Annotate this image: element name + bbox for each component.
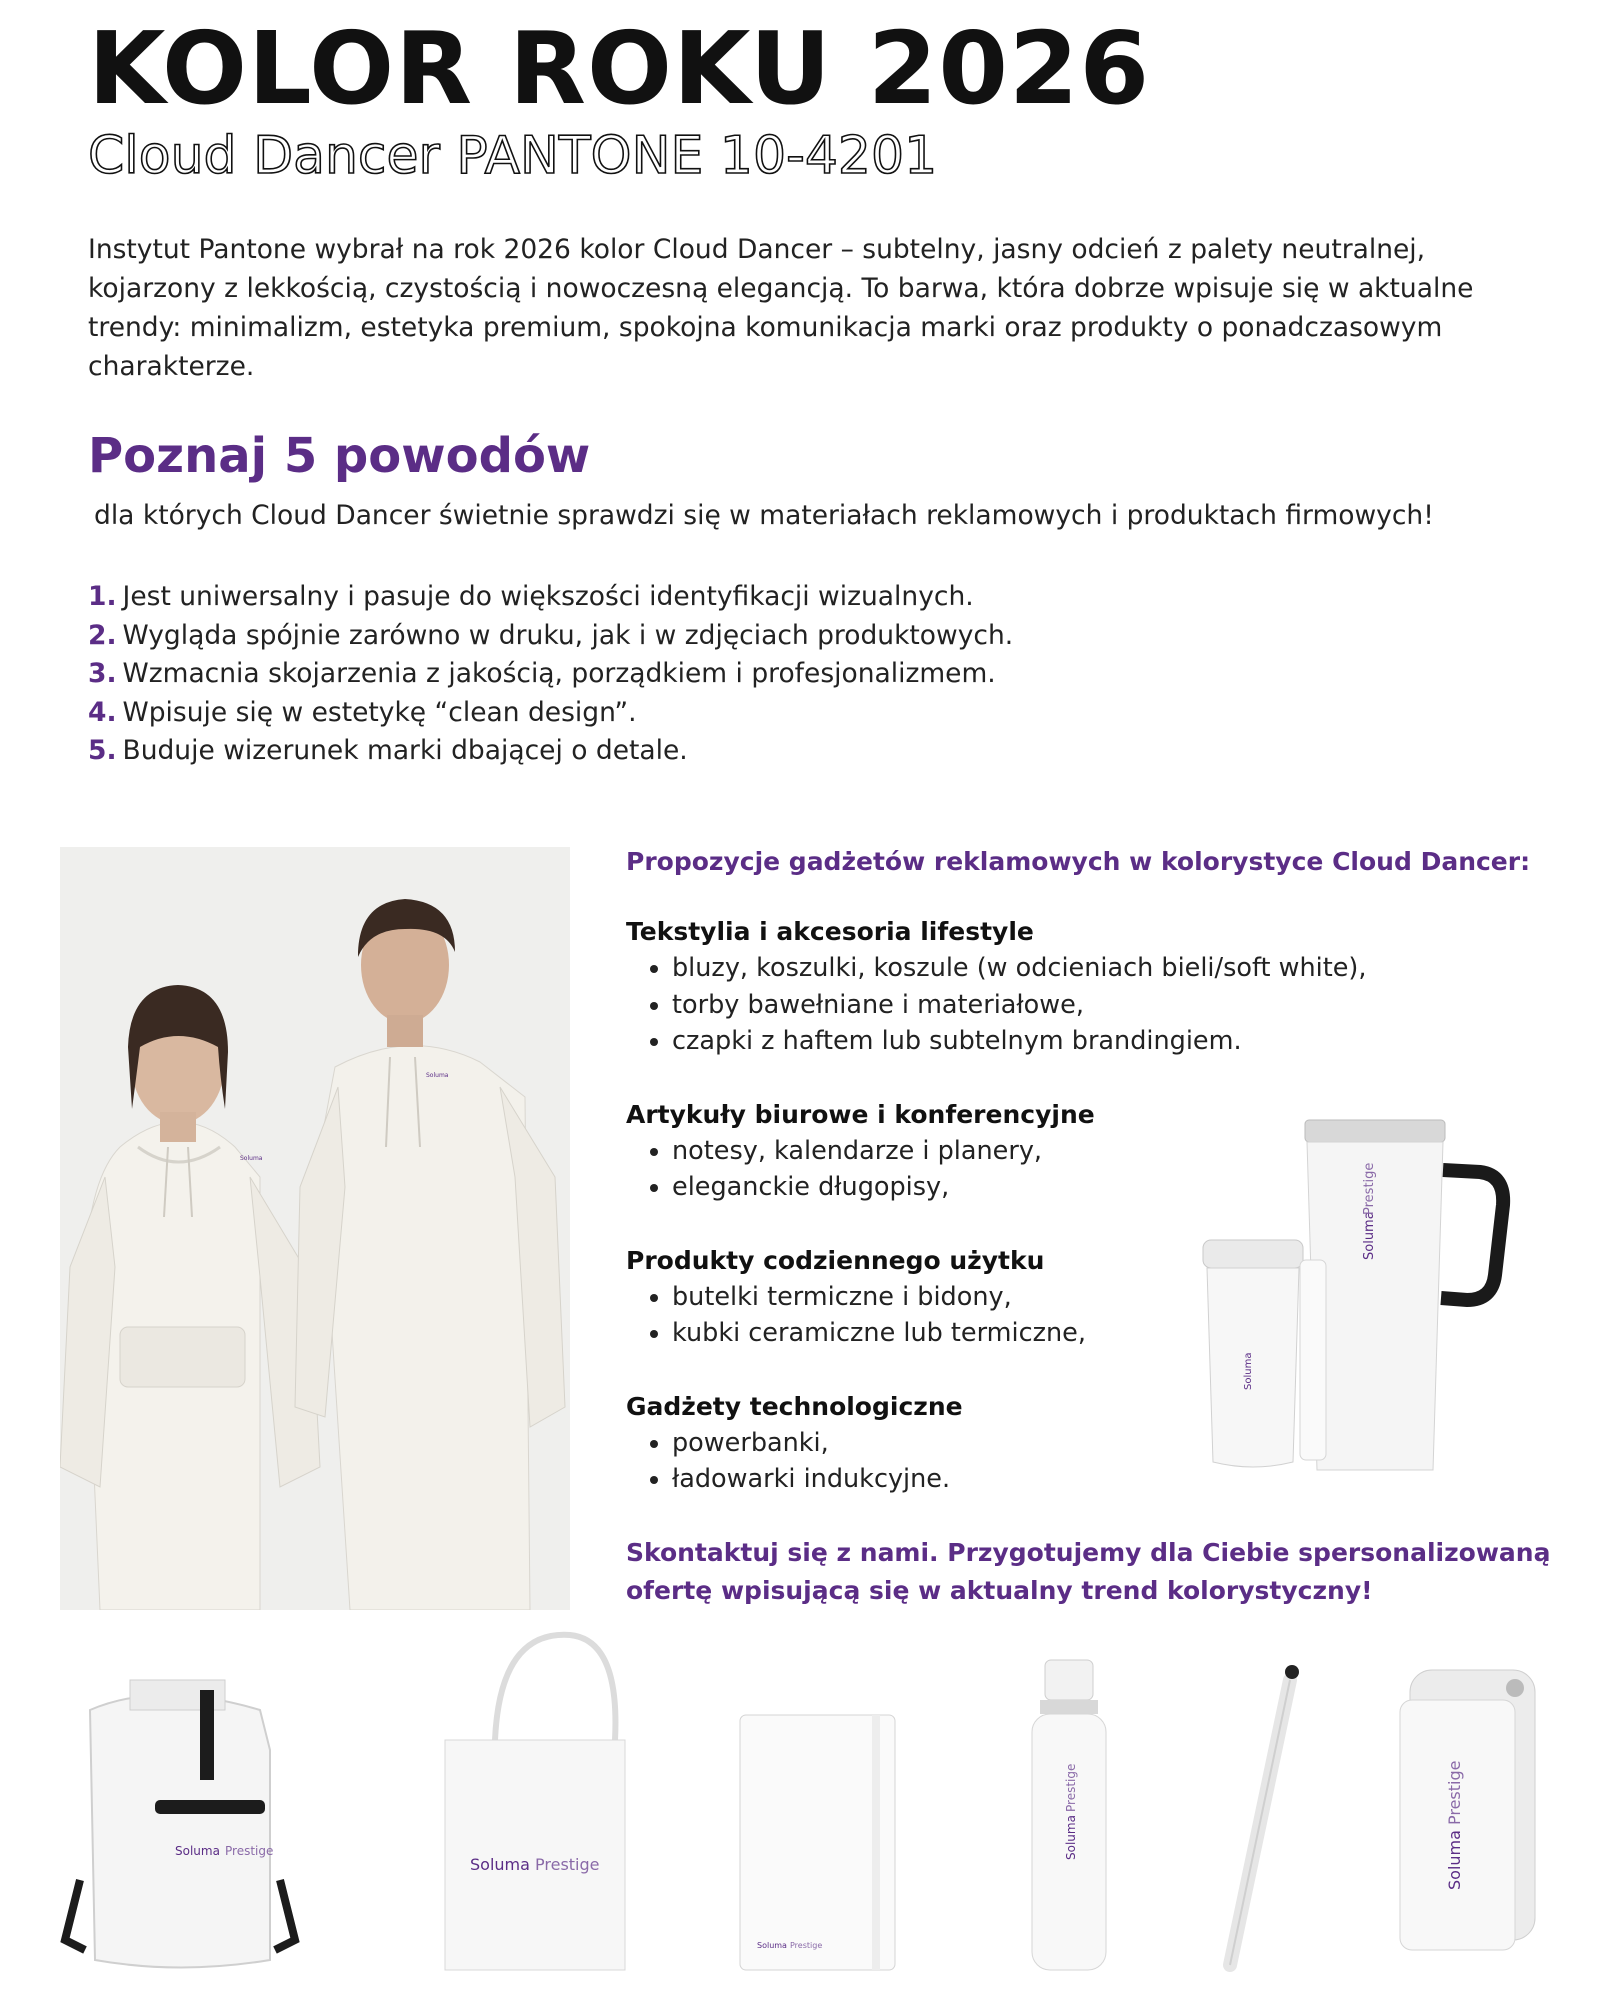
svg-text:Soluma: Soluma [470,1855,530,1874]
cta-line-2: ofertę wpisującą się w aktualny trend kolorystyczny! [626,1575,1373,1605]
svg-text:Soluma: Soluma [426,1072,449,1079]
list-item: • eleganckie długopisy, [672,1169,1576,1206]
gadgets-illustration [60,1630,1560,1990]
notebook-image [740,1715,895,1970]
intro-paragraph: Instytut Pantone wybrał na rok 2026 kolor Cloud Dancer – subtelny, jasny odcień z palety neutralnej, kojarzony z lekkością, czystością i nowoczesną elegancją. To barwa, która dobrze wpisuje się w aktualne trendy: minimalizm, estetyka premium, spokojna komunikacja marki oraz produkty o ponadczasowym charakterze. [88,234,1474,382]
drinkware-illustration [1195,1110,1530,1480]
reason-text: Wzmacnia skojarzenia z jakością, porządkiem i profesjonalizmem. [122,658,996,689]
brand-logo-small: Soluma [1243,1352,1254,1390]
svg-text:Prestige: Prestige [1445,1760,1464,1825]
reason-text: Jest uniwersalny i pasuje do większości identyfikacji wizualnych. [122,581,974,612]
category-title: Produkty codziennego użytku [626,1245,1045,1275]
svg-text:Prestige: Prestige [225,1844,274,1858]
reason-item [88,732,1013,771]
brand-logo-bold: Soluma [1362,1211,1377,1260]
category-title: Tekstylia i akcesoria lifestyle [626,917,1034,946]
reason-text: Wygląda spójnie zarówno w druku, jak i w zdjęciach produktowych. [122,619,1014,651]
pen-image [1230,1665,1299,1965]
gadgets-row [60,1630,1560,1990]
svg-text:Soluma: Soluma [240,1155,263,1162]
reasons-subheading: dla których Cloud Dancer świetnie sprawdzi się w materiałach reklamowych i produktach firmowych! [94,500,1434,531]
backpack-image [65,1680,295,1968]
svg-text:Soluma: Soluma [1064,1815,1078,1860]
powerbank-image [1400,1670,1535,1950]
reasons-list [88,578,1013,771]
reason-item [88,655,1013,694]
list-item: • powerbanki, [672,1425,1576,1462]
svg-text:Prestige: Prestige [1064,1763,1078,1812]
tote-bag-image [445,1635,625,1970]
page-title: KOLOR ROKU 2026 [88,10,1151,127]
cta-line-1: Skontaktuj się z nami. Przygotujemy dla Ciebie spersonalizowaną [626,1537,1551,1567]
reason-text: Wpisuje się w estetykę “clean design”. [122,696,637,728]
list-item: • notesy, kalendarze i planery, [672,1133,1576,1170]
svg-text:Soluma: Soluma [757,1941,787,1950]
list-item: • torby bawełniane i materiałowe, [672,987,1576,1024]
list-item: • kubki ceramiczne lub termiczne, [672,1315,1576,1352]
reason-number: 4. [88,696,117,728]
reasons-heading: Poznaj 5 powodów [88,428,591,484]
reason-text: Buduje wizerunek marki dbającej o detale. [122,735,688,766]
category-list [626,950,1576,1060]
models-photo [60,847,570,1610]
models-illustration [60,847,570,1610]
brand-logo-light: Prestige [1362,1162,1377,1215]
list-item: • ładowarki indukcyjne. [672,1461,1576,1498]
reason-number: 3. [88,658,117,689]
reason-item [88,694,1013,733]
list-item: • czapki z haftem lub subtelnym brandingiem. [672,1023,1576,1060]
svg-text:Soluma: Soluma [1445,1830,1464,1890]
reason-number: 1. [88,581,117,612]
svg-text:Prestige: Prestige [535,1855,600,1874]
contact-cta [626,1534,1576,1610]
svg-text:Prestige: Prestige [790,1941,823,1950]
svg-text:Soluma: Soluma [175,1844,220,1858]
proposals-lead: Propozycje gadżetów reklamowych w kolorystyce Cloud Dancer: [626,847,1531,876]
list-item: • butelki termiczne i bidony, [672,1279,1576,1316]
reason-item [88,578,1013,617]
bottle-image [1032,1660,1106,1970]
page-subtitle: Cloud Dancer PANTONE 10-4201 [88,126,938,186]
category-title: Artykuły biurowe i konferencyjne [626,1099,1095,1129]
drinkware-photo [1195,1110,1530,1480]
list-item: • bluzy, koszulki, koszule (w odcieniach bieli/soft white), [672,950,1576,987]
reason-number: 2. [88,619,117,651]
reason-number: 5. [88,735,117,766]
category-title: Gadżety technologiczne [626,1391,963,1421]
reason-item [88,617,1013,656]
